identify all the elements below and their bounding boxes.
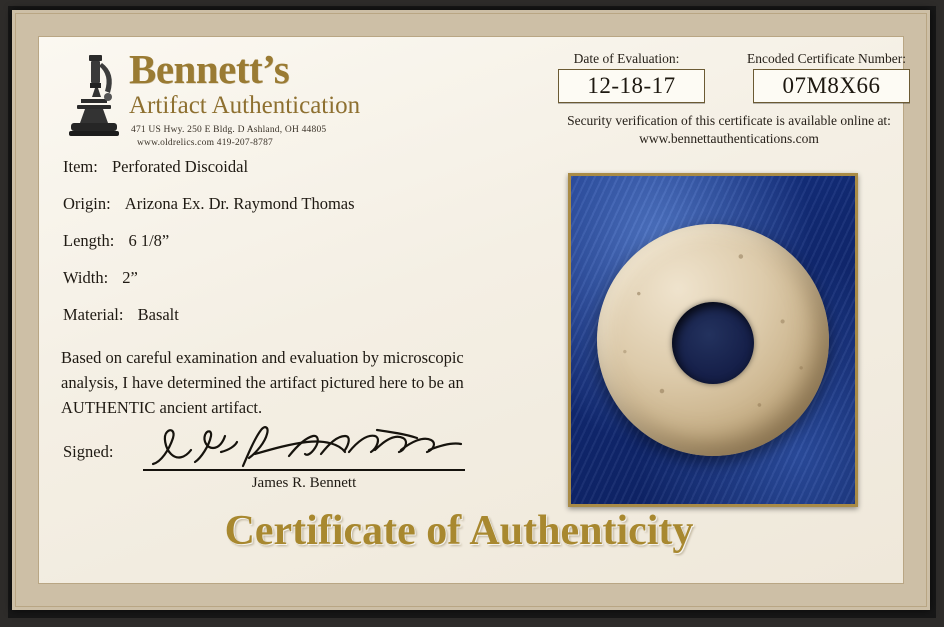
brand-title: Bennett’s (129, 46, 290, 92)
brand-web-phone: www.oldrelics.com 419-207-8787 (137, 138, 273, 148)
detail-row-item (63, 157, 523, 194)
detail-value: 6 1/8” (128, 231, 170, 250)
signature-line (143, 469, 465, 471)
discoidal-artifact (597, 224, 829, 456)
detail-value: 2” (122, 268, 138, 287)
date-of-evaluation-label: Date of Evaluation: (573, 51, 680, 66)
certificate-content (39, 37, 906, 583)
detail-label: Item: (63, 157, 98, 176)
detail-row-length (63, 231, 523, 268)
microscope-icon (67, 53, 121, 139)
detail-label: Width: (63, 268, 109, 287)
brand-address: 471 US Hwy. 250 E Bldg. D Ashland, OH 44805 (131, 125, 327, 135)
detail-value: Arizona Ex. Dr. Raymond Thomas (124, 194, 355, 213)
verification-url: www.bennettauthentications.com (639, 131, 819, 146)
certificate-card (12, 10, 930, 610)
encoded-certificate-number-value: 07M8X66 (753, 69, 910, 103)
brand-subtitle: Artifact Authentication (129, 92, 361, 119)
detail-value: Basalt (137, 305, 179, 324)
verification-text: Security verification of this certificate is available online at: (567, 113, 891, 128)
detail-label: Material: (63, 305, 124, 324)
discoidal-perforation (672, 302, 754, 384)
detail-row-origin (63, 194, 523, 231)
artifact-photo (568, 173, 858, 507)
artifact-details (63, 157, 523, 342)
signed-label: Signed: (63, 442, 114, 461)
detail-label: Length: (63, 231, 115, 250)
date-of-evaluation-value: 12-18-17 (558, 69, 705, 103)
detail-value: Perforated Discoidal (111, 157, 249, 176)
detail-row-width (63, 268, 523, 305)
signer-name: James R. Bennett (251, 475, 357, 491)
detail-row-material (63, 305, 523, 342)
encoded-certificate-number-label: Encoded Certificate Number: (747, 51, 906, 66)
detail-label: Origin: (63, 194, 111, 213)
authentication-statement: Based on careful examination and evaluation by microscopic analysis, I have determined the artifact pictured here to be an AUTHENTIC ancient artifact. (61, 348, 464, 417)
certificate-title: Certificate of Authenticity (224, 508, 694, 554)
